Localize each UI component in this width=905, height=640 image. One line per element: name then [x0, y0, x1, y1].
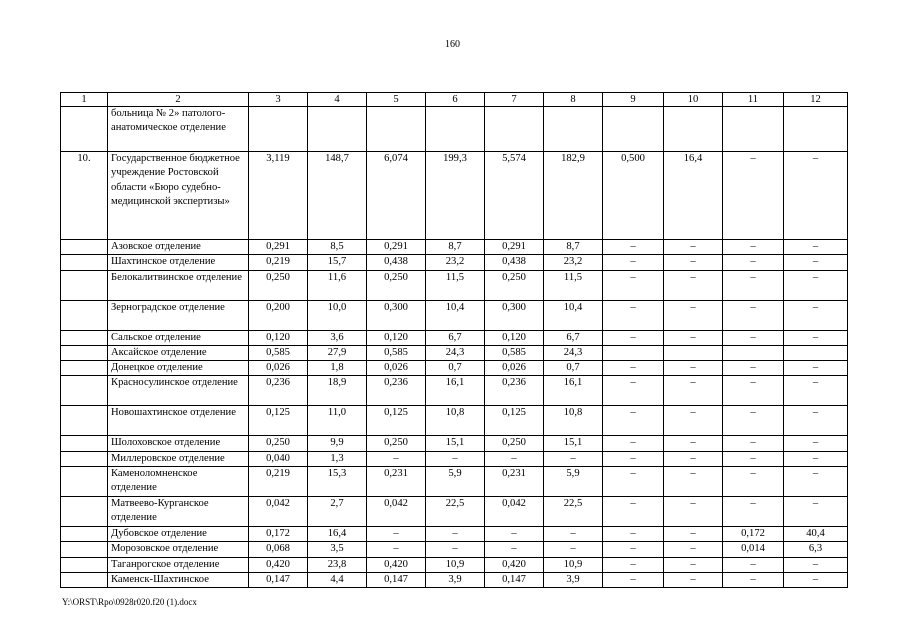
value-cell-col-5: 0,585 — [367, 345, 426, 360]
value-cell-col-11: – — [723, 451, 784, 466]
value-cell-col-5: 0,300 — [367, 300, 426, 330]
value-cell-col-10 — [664, 345, 723, 360]
value-cell-col-10: – — [664, 255, 723, 270]
table-row — [61, 542, 848, 557]
value-cell-col-6: 0,7 — [426, 361, 485, 376]
value-cell-col-7: 0,236 — [485, 376, 544, 406]
row-number-cell: 10. — [61, 152, 108, 240]
value-cell-col-9: – — [603, 300, 664, 330]
value-cell-col-12: – — [784, 557, 848, 572]
column-number-10: 10 — [664, 93, 723, 107]
row-number-cell — [61, 107, 108, 152]
value-cell-col-10: – — [664, 330, 723, 345]
row-number-cell — [61, 497, 108, 527]
page-number: 160 — [445, 39, 460, 50]
value-cell-col-12: – — [784, 572, 848, 587]
column-number-2: 2 — [108, 93, 249, 107]
value-cell-col-6: 16,1 — [426, 376, 485, 406]
value-cell-col-3: 0,125 — [249, 406, 308, 436]
value-cell-col-4: 16,4 — [308, 527, 367, 542]
value-cell-col-10: – — [664, 361, 723, 376]
value-cell-col-4: 1,8 — [308, 361, 367, 376]
row-number-cell — [61, 572, 108, 587]
value-cell-col-9: – — [603, 376, 664, 406]
value-cell-col-4: 15,7 — [308, 255, 367, 270]
value-cell-col-12: – — [784, 376, 848, 406]
column-number-8: 8 — [544, 93, 603, 107]
value-cell-col-3: 0,585 — [249, 345, 308, 360]
value-cell-col-6: 24,3 — [426, 345, 485, 360]
institution-name-cell: Таганрогское отделение — [108, 557, 249, 572]
value-cell-col-12: – — [784, 240, 848, 255]
row-number-cell — [61, 527, 108, 542]
column-number-4: 4 — [308, 93, 367, 107]
value-cell-col-9: – — [603, 467, 664, 497]
value-cell-col-11: – — [723, 497, 784, 527]
value-cell-col-9: – — [603, 255, 664, 270]
value-cell-col-12: – — [784, 152, 848, 240]
value-cell-col-3: 0,420 — [249, 557, 308, 572]
value-cell-col-5: 0,147 — [367, 572, 426, 587]
value-cell-col-11: – — [723, 572, 784, 587]
value-cell-col-3: 0,236 — [249, 376, 308, 406]
column-number-11: 11 — [723, 93, 784, 107]
institution-name-cell: Белокалитвинское отделение — [108, 270, 249, 300]
institution-name-cell: Аксайское отделение — [108, 345, 249, 360]
table-row — [61, 527, 848, 542]
value-cell-col-12: – — [784, 467, 848, 497]
value-cell-col-7: – — [485, 451, 544, 466]
value-cell-col-11: – — [723, 467, 784, 497]
value-cell-col-12: 6,3 — [784, 542, 848, 557]
value-cell-col-12: – — [784, 330, 848, 345]
value-cell-col-3 — [249, 107, 308, 152]
row-number-cell — [61, 270, 108, 300]
value-cell-col-11: – — [723, 330, 784, 345]
column-number-7: 7 — [485, 93, 544, 107]
value-cell-col-5 — [367, 107, 426, 152]
value-cell-col-8: – — [544, 527, 603, 542]
value-cell-col-8: 10,9 — [544, 557, 603, 572]
value-cell-col-5: 0,125 — [367, 406, 426, 436]
row-number-cell — [61, 376, 108, 406]
table-row — [61, 345, 848, 360]
value-cell-col-7: 5,574 — [485, 152, 544, 240]
value-cell-col-5: 0,250 — [367, 270, 426, 300]
value-cell-col-5: 0,291 — [367, 240, 426, 255]
value-cell-col-9: – — [603, 330, 664, 345]
value-cell-col-12 — [784, 107, 848, 152]
value-cell-col-12: – — [784, 361, 848, 376]
value-cell-col-10: – — [664, 497, 723, 527]
value-cell-col-11: – — [723, 270, 784, 300]
value-cell-col-11: – — [723, 240, 784, 255]
value-cell-col-3: 0,250 — [249, 270, 308, 300]
value-cell-col-10: – — [664, 436, 723, 451]
value-cell-col-3: 0,042 — [249, 497, 308, 527]
value-cell-col-7 — [485, 107, 544, 152]
value-cell-col-10: – — [664, 451, 723, 466]
value-cell-col-11: – — [723, 361, 784, 376]
value-cell-col-8: 0,7 — [544, 361, 603, 376]
value-cell-col-5: 0,042 — [367, 497, 426, 527]
column-number-row — [61, 93, 848, 107]
value-cell-col-4: 8,5 — [308, 240, 367, 255]
value-cell-col-4: 1,3 — [308, 451, 367, 466]
row-number-cell — [61, 361, 108, 376]
value-cell-col-9: – — [603, 240, 664, 255]
value-cell-col-6: – — [426, 451, 485, 466]
value-cell-col-4: 11,0 — [308, 406, 367, 436]
column-number-5: 5 — [367, 93, 426, 107]
value-cell-col-9: – — [603, 542, 664, 557]
value-cell-col-6: 5,9 — [426, 467, 485, 497]
value-cell-col-5: – — [367, 451, 426, 466]
column-number-12: 12 — [784, 93, 848, 107]
value-cell-col-4: 148,7 — [308, 152, 367, 240]
value-cell-col-8: 11,5 — [544, 270, 603, 300]
value-cell-col-11: – — [723, 436, 784, 451]
value-cell-col-11: 0,014 — [723, 542, 784, 557]
value-cell-col-4: 27,9 — [308, 345, 367, 360]
value-cell-col-11: – — [723, 406, 784, 436]
table-row — [61, 572, 848, 587]
institution-name-cell: Сальское отделение — [108, 330, 249, 345]
value-cell-col-10: – — [664, 527, 723, 542]
value-cell-col-6: 8,7 — [426, 240, 485, 255]
value-cell-col-9: 0,500 — [603, 152, 664, 240]
value-cell-col-10: – — [664, 270, 723, 300]
column-number-6: 6 — [426, 93, 485, 107]
value-cell-col-12: – — [784, 497, 848, 527]
column-number-1: 1 — [61, 93, 108, 107]
value-cell-col-3: 0,026 — [249, 361, 308, 376]
value-cell-col-6: 6,7 — [426, 330, 485, 345]
institution-name-cell: Миллеровское отделение — [108, 451, 249, 466]
row-number-cell — [61, 542, 108, 557]
table-row — [61, 436, 848, 451]
row-number-cell — [61, 436, 108, 451]
institution-name-cell: Каменск-Шахтинское — [108, 572, 249, 587]
table-row — [61, 467, 848, 497]
value-cell-col-10: – — [664, 406, 723, 436]
value-cell-col-3: 0,040 — [249, 451, 308, 466]
value-cell-col-10: – — [664, 300, 723, 330]
value-cell-col-7: 0,250 — [485, 436, 544, 451]
value-cell-col-6 — [426, 107, 485, 152]
institution-name-cell: Шахтинское отделение — [108, 255, 249, 270]
value-cell-col-3: 0,068 — [249, 542, 308, 557]
value-cell-col-5: – — [367, 542, 426, 557]
table-row — [61, 497, 848, 527]
value-cell-col-3: 0,291 — [249, 240, 308, 255]
value-cell-col-10: 16,4 — [664, 152, 723, 240]
value-cell-col-9: – — [603, 572, 664, 587]
institution-name-cell: Донецкое отделение — [108, 361, 249, 376]
table-row — [61, 107, 848, 152]
table-row — [61, 240, 848, 255]
value-cell-col-8: 182,9 — [544, 152, 603, 240]
value-cell-col-9: – — [603, 451, 664, 466]
value-cell-col-9: – — [603, 497, 664, 527]
table-row — [61, 300, 848, 330]
value-cell-col-7: – — [485, 542, 544, 557]
value-cell-col-8: 22,5 — [544, 497, 603, 527]
value-cell-col-5: – — [367, 527, 426, 542]
value-cell-col-3: 0,120 — [249, 330, 308, 345]
value-cell-col-9: – — [603, 270, 664, 300]
value-cell-col-5: 0,231 — [367, 467, 426, 497]
value-cell-col-4 — [308, 107, 367, 152]
value-cell-col-4: 23,8 — [308, 557, 367, 572]
value-cell-col-8 — [544, 107, 603, 152]
value-cell-col-6: 15,1 — [426, 436, 485, 451]
value-cell-col-12: – — [784, 255, 848, 270]
institution-name-cell: Зерноградское отделение — [108, 300, 249, 330]
row-number-cell — [61, 330, 108, 345]
value-cell-col-8: 6,7 — [544, 330, 603, 345]
table-row — [61, 361, 848, 376]
value-cell-col-8: 10,8 — [544, 406, 603, 436]
value-cell-col-11: – — [723, 152, 784, 240]
value-cell-col-3: 0,219 — [249, 255, 308, 270]
value-cell-col-3: 3,119 — [249, 152, 308, 240]
value-cell-col-9 — [603, 345, 664, 360]
value-cell-col-8: 23,2 — [544, 255, 603, 270]
institution-name-cell: Азовское отделение — [108, 240, 249, 255]
institution-name-cell: Дубовское отделение — [108, 527, 249, 542]
value-cell-col-6: – — [426, 527, 485, 542]
table-row — [61, 376, 848, 406]
value-cell-col-11: – — [723, 376, 784, 406]
value-cell-col-3: 0,219 — [249, 467, 308, 497]
value-cell-col-4: 10,0 — [308, 300, 367, 330]
value-cell-col-10: – — [664, 557, 723, 572]
row-number-cell — [61, 240, 108, 255]
value-cell-col-7: 0,300 — [485, 300, 544, 330]
table-row — [61, 152, 848, 240]
value-cell-col-7: – — [485, 527, 544, 542]
institution-name-cell: Морозовское отделение — [108, 542, 249, 557]
value-cell-col-4: 3,6 — [308, 330, 367, 345]
value-cell-col-6: 3,9 — [426, 572, 485, 587]
value-cell-col-3: 0,200 — [249, 300, 308, 330]
value-cell-col-8: 15,1 — [544, 436, 603, 451]
value-cell-col-6: 199,3 — [426, 152, 485, 240]
value-cell-col-9: – — [603, 557, 664, 572]
table-row — [61, 557, 848, 572]
value-cell-col-12: 40,4 — [784, 527, 848, 542]
data-table — [60, 92, 848, 588]
value-cell-col-6: – — [426, 542, 485, 557]
row-number-cell — [61, 467, 108, 497]
value-cell-col-9: – — [603, 527, 664, 542]
value-cell-col-6: 10,9 — [426, 557, 485, 572]
value-cell-col-8: 16,1 — [544, 376, 603, 406]
value-cell-col-12: – — [784, 270, 848, 300]
value-cell-col-8: 10,4 — [544, 300, 603, 330]
institution-name-cell: Шолоховское отделение — [108, 436, 249, 451]
value-cell-col-6: 10,8 — [426, 406, 485, 436]
value-cell-col-7: 0,125 — [485, 406, 544, 436]
value-cell-col-4: 15,3 — [308, 467, 367, 497]
value-cell-col-12: – — [784, 436, 848, 451]
value-cell-col-4: 3,5 — [308, 542, 367, 557]
value-cell-col-4: 4,4 — [308, 572, 367, 587]
institution-name-cell: Матвеево-Курганское отделение — [108, 497, 249, 527]
table-row — [61, 406, 848, 436]
value-cell-col-9: – — [603, 361, 664, 376]
value-cell-col-7: 0,250 — [485, 270, 544, 300]
institution-name-cell: Государственное бюджетное учреждение Ростовской области «Бюро судебно-медицинской экспертизы» — [108, 152, 249, 240]
table-row — [61, 255, 848, 270]
row-number-cell — [61, 255, 108, 270]
value-cell-col-10: – — [664, 572, 723, 587]
column-number-3: 3 — [249, 93, 308, 107]
value-cell-col-9: – — [603, 406, 664, 436]
value-cell-col-5: 0,250 — [367, 436, 426, 451]
row-number-cell — [61, 300, 108, 330]
value-cell-col-7: 0,438 — [485, 255, 544, 270]
table-row — [61, 330, 848, 345]
value-cell-col-6: 10,4 — [426, 300, 485, 330]
value-cell-col-12: – — [784, 300, 848, 330]
table-row — [61, 270, 848, 300]
value-cell-col-10 — [664, 107, 723, 152]
value-cell-col-8: 24,3 — [544, 345, 603, 360]
value-cell-col-7: 0,120 — [485, 330, 544, 345]
value-cell-col-12: – — [784, 451, 848, 466]
value-cell-col-3: 0,147 — [249, 572, 308, 587]
value-cell-col-5: 0,236 — [367, 376, 426, 406]
value-cell-col-10: – — [664, 240, 723, 255]
value-cell-col-7: 0,291 — [485, 240, 544, 255]
institution-name-cell: Красносулинское отделение — [108, 376, 249, 406]
value-cell-col-8: – — [544, 542, 603, 557]
value-cell-col-12: – — [784, 406, 848, 436]
value-cell-col-10: – — [664, 542, 723, 557]
value-cell-col-3: 0,172 — [249, 527, 308, 542]
value-cell-col-9: – — [603, 436, 664, 451]
value-cell-col-9 — [603, 107, 664, 152]
value-cell-col-11: – — [723, 557, 784, 572]
value-cell-col-5: 0,120 — [367, 330, 426, 345]
value-cell-col-8: 3,9 — [544, 572, 603, 587]
row-number-cell — [61, 345, 108, 360]
value-cell-col-11: – — [723, 255, 784, 270]
value-cell-col-10: – — [664, 376, 723, 406]
value-cell-col-11: – — [723, 300, 784, 330]
value-cell-col-5: 0,420 — [367, 557, 426, 572]
value-cell-col-11: 0,172 — [723, 527, 784, 542]
value-cell-col-6: 11,5 — [426, 270, 485, 300]
value-cell-col-5: 6,074 — [367, 152, 426, 240]
value-cell-col-3: 0,250 — [249, 436, 308, 451]
table-row — [61, 451, 848, 466]
value-cell-col-4: 2,7 — [308, 497, 367, 527]
value-cell-col-10: – — [664, 467, 723, 497]
value-cell-col-11 — [723, 107, 784, 152]
value-cell-col-7: 0,585 — [485, 345, 544, 360]
row-number-cell — [61, 406, 108, 436]
value-cell-col-7: 0,420 — [485, 557, 544, 572]
footer-file-path: Y:\ORST\Rpo\0928r020.f20 (1).docx — [62, 597, 197, 607]
value-cell-col-4: 9,9 — [308, 436, 367, 451]
value-cell-col-4: 18,9 — [308, 376, 367, 406]
value-cell-col-8: – — [544, 451, 603, 466]
value-cell-col-8: 8,7 — [544, 240, 603, 255]
value-cell-col-6: 22,5 — [426, 497, 485, 527]
institution-name-cell: больница № 2» патолого-анатомическое отделение — [108, 107, 249, 152]
row-number-cell — [61, 557, 108, 572]
value-cell-col-12 — [784, 345, 848, 360]
value-cell-col-7: 0,231 — [485, 467, 544, 497]
column-number-9: 9 — [603, 93, 664, 107]
value-cell-col-5: 0,026 — [367, 361, 426, 376]
row-number-cell — [61, 451, 108, 466]
value-cell-col-7: 0,042 — [485, 497, 544, 527]
institution-name-cell: Каменоломненское отделение — [108, 467, 249, 497]
value-cell-col-5: 0,438 — [367, 255, 426, 270]
institution-name-cell: Новошахтинское отделение — [108, 406, 249, 436]
value-cell-col-6: 23,2 — [426, 255, 485, 270]
value-cell-col-8: 5,9 — [544, 467, 603, 497]
value-cell-col-4: 11,6 — [308, 270, 367, 300]
value-cell-col-7: 0,147 — [485, 572, 544, 587]
value-cell-col-11 — [723, 345, 784, 360]
value-cell-col-7: 0,026 — [485, 361, 544, 376]
